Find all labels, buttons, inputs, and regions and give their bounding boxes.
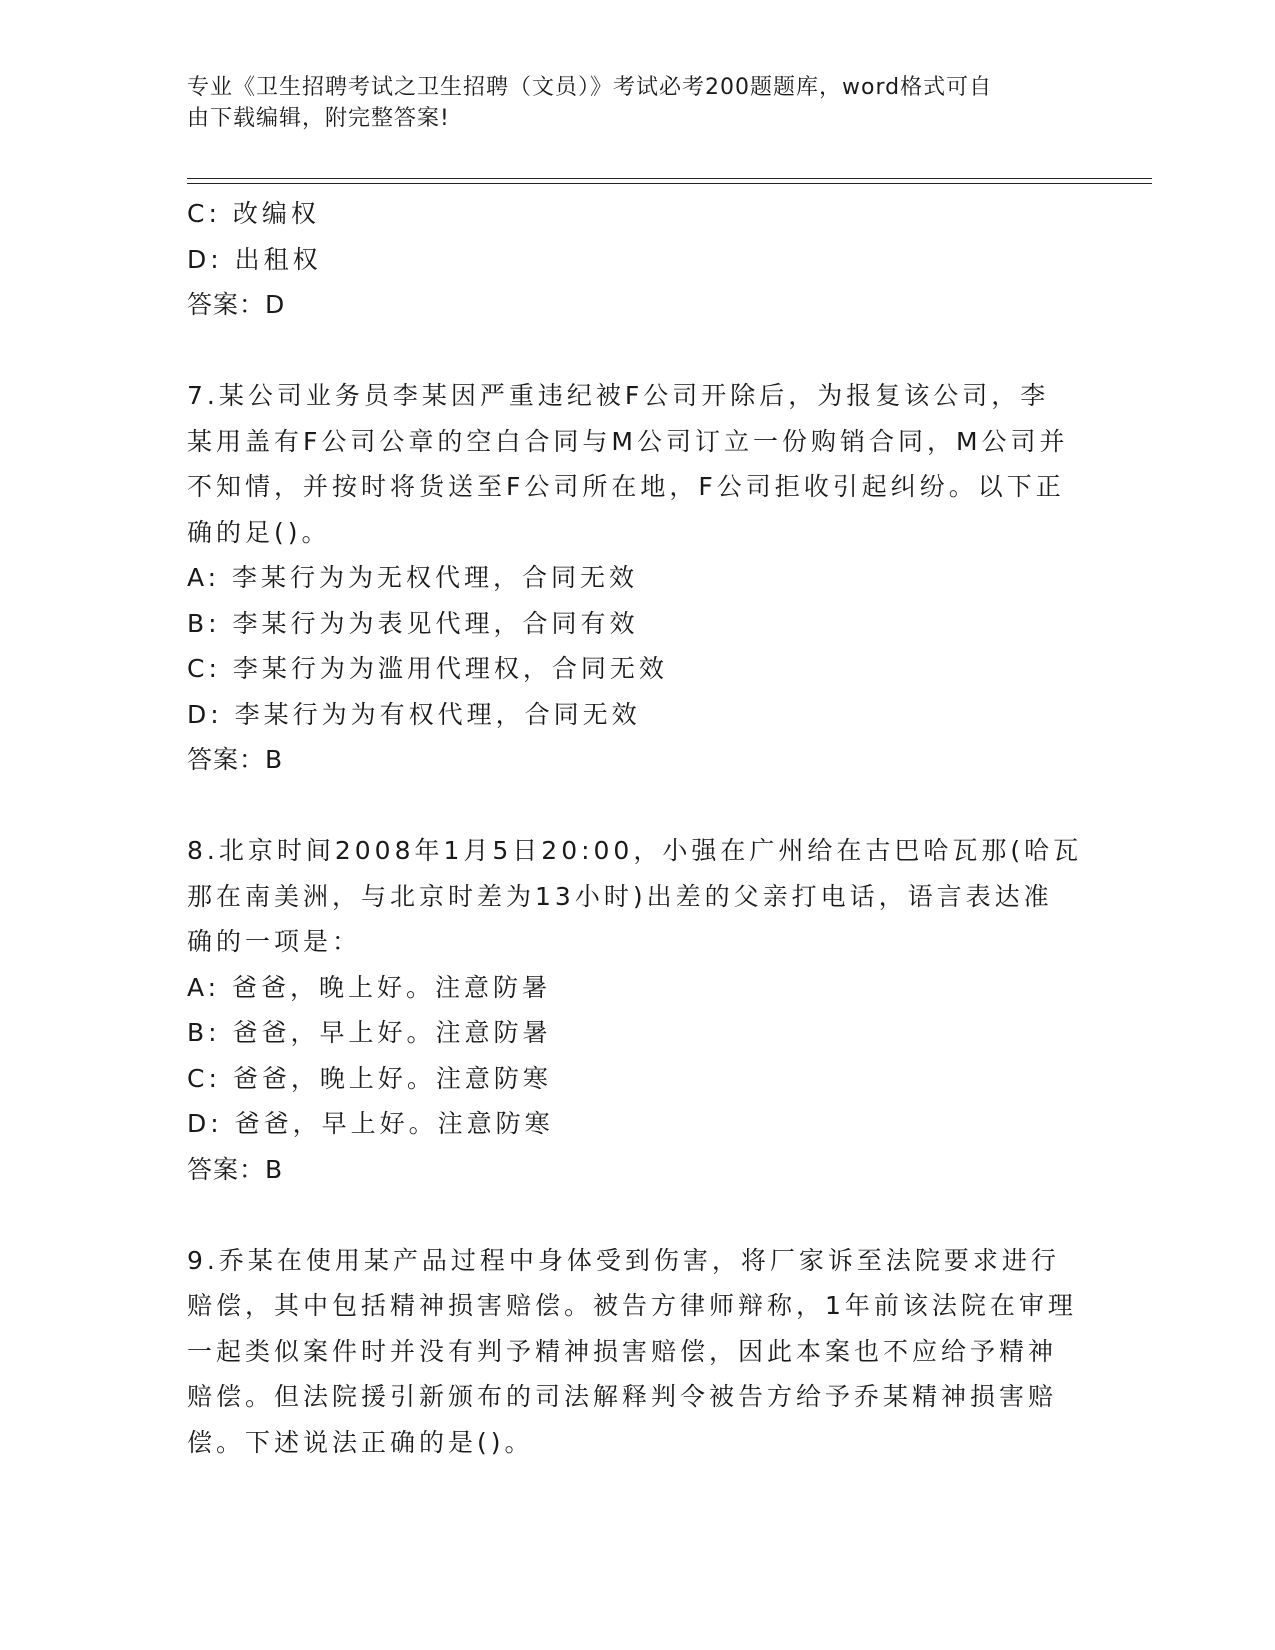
question-stem-line: 偿。下述说法正确的是()。 — [187, 1427, 534, 1457]
question-stem-line: 7.某公司业务员李某因严重违纪被F公司开除后，为报复该公司，李 — [187, 381, 1050, 410]
option-a: A: 李某行为为无权代理，合同无效 — [187, 563, 639, 592]
header-line-2: 由下载编辑，附完整答案! — [187, 106, 450, 131]
option-a: A: 爸爸，晚上好。注意防暑 — [187, 972, 552, 1002]
question-stem-line: 不知情，并按时将货送至F公司所在地，F公司拒收引起纠纷。以下正 — [187, 472, 1065, 501]
question-stem-line: 确的一项是： — [187, 927, 362, 956]
option-c: C: 改编权 — [187, 199, 320, 228]
question-stem-line: 赔偿。但法院援引新颁布的司法解释判令被告方给予乔某精神损害赔 — [187, 1382, 1058, 1411]
question-8 — [187, 828, 1087, 1192]
header-divider-top — [187, 178, 1152, 179]
option-d: D: 李某行为为有权代理，合同无效 — [187, 699, 641, 729]
question-7 — [187, 373, 1087, 783]
header-divider-bottom — [187, 183, 1152, 184]
question-stem-line: 确的足()。 — [187, 517, 331, 547]
answer: 答案：B — [187, 745, 284, 774]
option-c: C: 爸爸，晚上好。注意防寒 — [187, 1063, 552, 1093]
header-line-1: 专业《卫生招聘考试之卫生招聘（文员）》考试必考200题题库，word格式可自 — [187, 75, 993, 100]
option-d: D: 出租权 — [187, 244, 322, 274]
question-stem-line: 一起类似案件时并没有判予精神损害赔偿，因此本案也不应给予精神 — [187, 1336, 1058, 1366]
option-c: C: 李某行为为滥用代理权，合同无效 — [187, 654, 668, 683]
answer: 答案：B — [187, 1154, 284, 1184]
answer: 答案：D — [187, 290, 286, 319]
document-body — [187, 191, 1087, 1465]
option-d: D: 爸爸，早上好。注意防寒 — [187, 1109, 554, 1138]
question-stem-line: 某用盖有F公司公章的空白合同与M公司订立一份购销合同，M公司并 — [187, 426, 1069, 456]
document-header — [187, 72, 1067, 134]
option-b: B: 爸爸，早上好。注意防暑 — [187, 1018, 552, 1047]
question-9 — [187, 1238, 1087, 1466]
question-stem-line: 9.乔某在使用某产品过程中身体受到伤害，将厂家诉至法院要求进行 — [187, 1245, 1060, 1275]
question-stem-line: 8.北京时间2008年1月5日20:00，小强在广州给在古巴哈瓦那(哈瓦 — [187, 836, 1083, 865]
question-6-tail — [187, 191, 1087, 328]
question-stem-line: 赔偿，其中包括精神损害赔偿。被告方律师辩称，1年前该法院在审理 — [187, 1291, 1077, 1320]
option-b: B: 李某行为为表见代理，合同有效 — [187, 608, 639, 638]
question-stem-line: 那在南美洲，与北京时差为13小时)出差的父亲打电话，语言表达准 — [187, 881, 1053, 911]
